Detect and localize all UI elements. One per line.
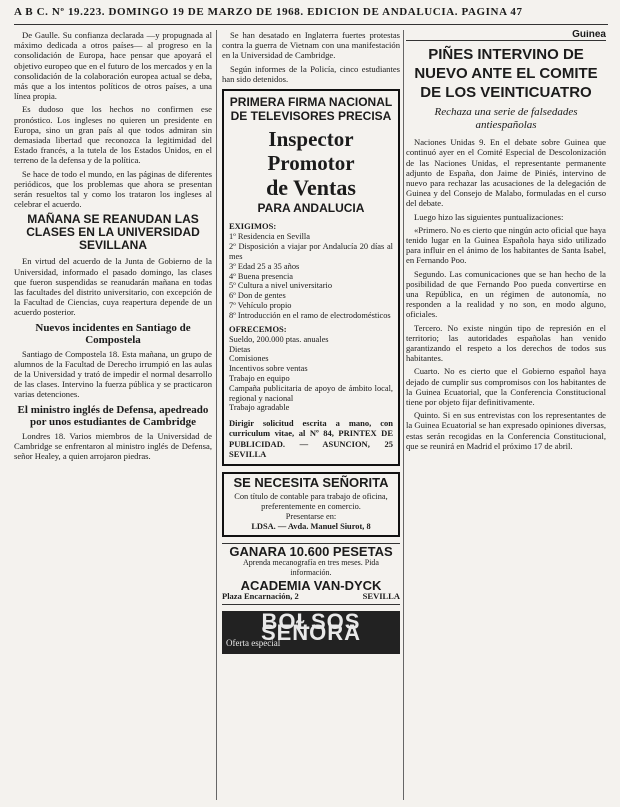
offers-label: OFRECEMOS: — [229, 323, 287, 334]
requirements-label: EXIGIMOS: — [229, 221, 277, 232]
headline-pinies: PIÑES INTERVINO DE NUEVO ANTE EL COMITE DE LOS VEINTICUATRO — [414, 46, 598, 102]
list-item: Trabajo agradable — [229, 403, 290, 413]
list-item: 5º Cultura a nivel universitario — [229, 281, 333, 291]
ad-televisores — [222, 89, 400, 466]
ad-title: BOLSOS SEÑORA — [260, 609, 362, 645]
subheadline: Rechaza una serie de falsedades antiespañolas — [434, 106, 578, 132]
article-paragraph: Se hace de todo el mundo, en las páginas de diferentes periódicos, que los problemas que ahora se presentan serán resueltos tal y como los trataron los ingleses al celebrar el acuerdo. — [14, 168, 212, 210]
article-paragraph: Segundo. Las comunicaciones que se han hecho de la posibilidad de que Fernando Poo pueda convertirse en una República, en un régimen de autonomía, no responden a la realidad y no son, en modo alguno, oficiales. — [406, 268, 606, 320]
ad-senorita — [222, 472, 400, 537]
headline-universidad: MAÑANA SE REANUDAN LAS CLASES EN LA UNIVERSIDAD SEVILLANA — [26, 212, 200, 253]
list-item: Incentivos sobre ventas — [229, 364, 308, 374]
ad-city: SEVILLA — [362, 591, 400, 602]
list-item: Dietas — [229, 344, 251, 354]
list-item: 8º Introducción en el ramo de electrodomésticos — [229, 310, 391, 320]
ad-academia — [222, 543, 400, 605]
list-item: Comisiones — [229, 354, 269, 364]
article-paragraph: En virtud del acuerdo de la Junta de Gobierno de la Universidad, informado el pasado domingo, las clases que fueron suspendidas se reanudarán mañana en todas las facultades del distrito universitario, con excepción de la Facultad de Ciencias, cuya reapertura depende de un acuerdo posterior. — [14, 256, 212, 318]
requirements-list — [229, 232, 393, 320]
list-item: Trabajo en equipo — [229, 373, 290, 383]
article-paragraph: Luego hizo las siguientes puntualizaciones: — [414, 211, 564, 222]
article-paragraph: Santiago de Compostela 18. Esta mañana, un grupo de alumnos de la Facultad de Derecho irrumpió en las aulas de la Universidad y trató de impedir el normal desarrollo de las clases. Intervino la fuerza pública y se practicaron varias detenciones. — [14, 348, 212, 400]
article-paragraph: Cuarto. No es cierto que el Gobierno español haya dejado de cumplir sus compromisos con los habitantes de la Guinea Ecuatorial, que la Conferencia Constitucional tiene por objeto fijar definitivamente. — [406, 366, 606, 408]
ad-text: Con título de contable para trabajo de oficina, preferentemente en comercio. — [234, 492, 388, 511]
article-paragraph: «Primero. No es cierto que ningún acto oficial que haya tenido lugar en la Guinea Española haya sido utilizado para influir en el ánimo de los habitantes de Santa Isabel, en Fernando Poo. — [406, 224, 606, 266]
column-middle — [222, 30, 400, 800]
ad-title: SE NECESITA SEÑORITA — [233, 474, 389, 490]
list-item: Campaña publicitaria de apoyo de ámbito local, regional y nacional — [229, 383, 393, 403]
ad-title: PRIMERA FIRMA NACIONAL DE TELEVISORES PRECISA — [229, 95, 393, 124]
list-item: 7º Vehículo propio — [229, 301, 292, 310]
column-right — [406, 30, 606, 800]
offers-list — [229, 335, 393, 413]
article-paragraph: Según informes de la Policía, cinco estudiantes han sido detenidos. — [222, 63, 400, 84]
article-paragraph: Naciones Unidas 9. En el debate sobre Guinea que continuó ayer en el Comité Especial de Descolonización de las Naciones Unidas, el representante permanente adjunto de España, don Jaime de Piniés, intervino de nuevo para rechazar las acusaciones de la delegación de Guinea y del Consejo de Malabo, formuladas en el curso del debate. — [406, 137, 606, 209]
ad-role-2: de Ventas — [266, 175, 356, 201]
headline-santiago: Nuevos incidentes en Santiago de Compostela — [35, 321, 191, 346]
list-item: Sueldo, 200.000 ptas. anuales — [229, 334, 329, 344]
ad-address: LDSA. — Avda. Manuel Siurot, 8 — [251, 521, 371, 531]
ad-text: Oferta especial — [226, 637, 281, 648]
article-paragraph: Se han desatado en Inglaterra fuertes protestas contra la guerra de Vietnam con una manifestación en la Universidad de Cambridge. — [222, 30, 400, 61]
headline-ministro: El ministro inglés de Defensa, apedreado por unos estudiantes de Cambridge — [17, 403, 209, 428]
column-left — [14, 30, 212, 800]
list-item: 2º Disposición a viajar por Andalucía 20 días al mes — [229, 242, 393, 262]
column-rule — [403, 30, 404, 800]
article-paragraph: Es dudoso que los hechos no confirmen ese pronóstico. Los ingleses no quieren un presidente en Europa, sino un gran país al que todos admiran sin demasiada libertad que reconozca la legitimidad del Estado francés, a la tutela de los Estados Unidos, en el terreno de la defensa y de la política. — [14, 104, 212, 166]
ad-role: Inspector Promotor — [267, 127, 355, 176]
article-paragraph: Tercero. No existe ningún tipo de represión en el territorio; las autoridades españolas han venido garantizando el respeto a los derechos de todos sus habitantes. — [406, 322, 606, 364]
ad-region: PARA ANDALUCIA — [257, 201, 365, 216]
ad-brand: ACADEMIA VAN-DYCK — [240, 577, 382, 593]
ad-text: Aprenda mecanografía en tres meses. Pida información. — [243, 557, 379, 577]
list-item: 3º Edad 25 a 35 años — [229, 261, 300, 271]
ad-bolsos — [222, 611, 400, 654]
ad-text: Presentarse en: — [285, 511, 337, 521]
ad-contact: Dirigir solicitud escrita a mano, con curriculum vitae, al Nº 84, PRINTEX DE PUBLICIDAD. — ASUNCION, 25 SEVILLA — [229, 418, 393, 459]
list-item: 4º Buena presencia — [229, 271, 293, 281]
article-paragraph: Quinto. Si en sus entrevistas con los representantes de la Guinea Ecuatorial se han expresado opiniones diversas, estas serán recogidas en la Conferencia Constitucional, que se reunirá en Madrid el próximo 17 de abril. — [406, 410, 606, 451]
list-item: 1º Residencia en Sevilla — [229, 232, 310, 242]
column-rule — [216, 30, 217, 800]
section-label: Guinea — [406, 30, 606, 41]
ad-title: GANARA 10.600 PESETAS — [229, 544, 393, 560]
list-item: 6º Don de gentes — [229, 291, 286, 301]
page-header: A B C. Nº 19.223. DOMINGO 19 DE MARZO DE 1968. EDICION DE ANDALUCIA. PAGINA 47 — [14, 6, 608, 25]
article-paragraph: Londres 18. Varios miembros de la Universidad de Cambridge se enfrentaron al ministro inglés de Defensa, señor Healey, a quien arrojaron piedras. — [14, 430, 212, 462]
article-paragraph: De Gaulle. Su confianza declarada —y propugnada al máximo dedicada a otros países— al progreso en la consolidación de Europa, hace pensar que apoyará el objetivo europeo que en el futuro de los mercados y en la consolidación de la colaboración europea actual se deba, más que a los intentos políticos de otros países, a una línea propia. — [14, 30, 212, 102]
ad-address: Plaza Encarnación, 2 — [222, 591, 299, 602]
